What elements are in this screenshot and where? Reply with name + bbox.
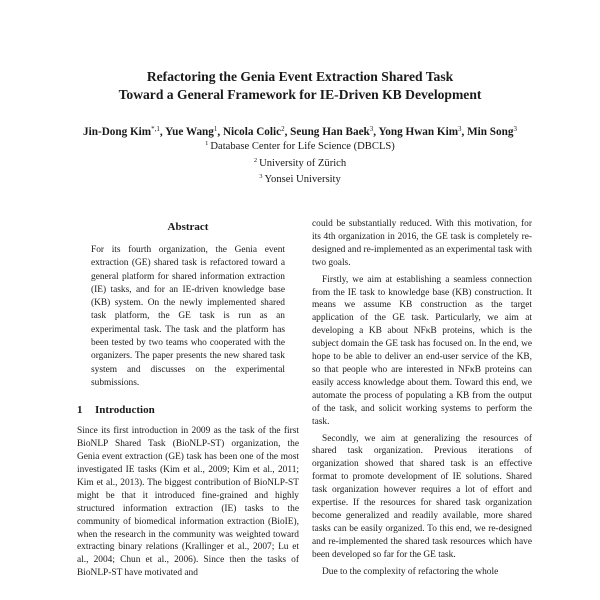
author-mark: 3 [369, 125, 374, 133]
paragraph-third-start: Due to the complexity of refactoring the whole [322, 566, 499, 577]
author-name: Nicola Colic [222, 126, 282, 138]
author-name: Seung Han Baek [290, 126, 370, 138]
author-list: Jin-Dong Kim$^{*,1}$, Yue Wang$^1$, Nicola Colic$^2$, Seung Han Baek$^3$, Yong Hwan Kim$^3$, Min Song$^3$ [83, 125, 517, 138]
affiliation-mark: 2 [253, 156, 258, 164]
affiliation [40, 154, 560, 171]
affiliation [40, 137, 560, 154]
paragraph-firstly: Firstly, we aim at establishing a seamless connection from the IE task to knowledge base (KB) construction. It means we assume KB construction as the target application of the GE task. Particularly, we aim at developing a KB about NFκB proteins, which is the subject domain the GE task has focused on. In the end, we hope to be able to deliver an end-user service of the KB, so that people who are interested in NFκB proteins can easily access knowledge about them. Toward this end, we automate the process of populating a KB from the output of the task, and solicit working systems to perform the task. [312, 274, 532, 427]
author-name: Yong Hwan Kim [378, 126, 459, 138]
affiliation [40, 170, 560, 187]
author-name: Min Song [467, 126, 514, 138]
intro-paragraph: Since its first introduction in 2009 as the task of the first BioNLP Shared Task (BioNLP-ST) organization, the Genia event extraction (GE) task has been one of the most investigated IE tasks (Kim et al., 2009; Kim et al., 2011; Kim et al., 2013). The biggest contribution of BioNLP-ST might be that it introduced fine-grained and highly structured information extraction (IE) tasks to the community of biomedical information extraction (BioIE), when the research in the community was weighted toward extracting binary relations (Krallinger et al., 2007; Lu et al., 2004; Chun et al., 2006). Since then the tasks of BioNLP-ST have motivated and [77, 426, 299, 579]
affiliation-text: Yonsei University [264, 174, 341, 186]
continued-paragraph: could be substantially reduced. With this motivation, for its 4th organization in 2016, the GE task is completely re-designed and re-implemented as an experimental task with two goals. [312, 219, 532, 268]
author-mark: 3 [458, 125, 462, 133]
section-number: 1 [77, 404, 83, 417]
affiliation-text: Database Center for Life Science (DBCLS) [210, 141, 395, 152]
affiliation-mark: 3 [259, 173, 263, 181]
right-column [312, 218, 532, 578]
paper-title [40, 68, 560, 104]
abstract-heading: Abstract [167, 221, 209, 233]
author-mark: 2 [281, 125, 285, 133]
left-column [77, 220, 299, 580]
section-title: Introduction [95, 404, 155, 417]
affiliations [40, 137, 560, 187]
author-name: Jin-Dong Kim [83, 126, 152, 138]
affiliation-mark: 1 [205, 140, 209, 147]
title-line-1: Refactoring the Genia Event Extraction Shared Task [146, 69, 454, 84]
author-mark: 1 [213, 125, 218, 133]
section-heading-introduction [77, 403, 299, 418]
author-mark: 3 [513, 125, 517, 133]
author-mark: *,1 [151, 125, 160, 133]
affiliation-text: University of Zürich [259, 157, 347, 169]
abstract-text: For its fourth organization, the Genia event extraction (GE) shared task is refactored toward a general platform for shared information extraction (IE) tasks, and for an IE-driven knowledge base (KB) system. On the newly implemented shared task platform, the GE task is run as an experimental task. The task and the platform has been tested by two teams who cooperated with the organizers. The paper presents the new shared task system and discusses on the experimental submissions. [91, 245, 285, 388]
title-line-2: Toward a General Framework for IE-Driven KB Development [118, 87, 482, 102]
paragraph-secondly: Secondly, we aim at generalizing the resources of shared task organization. Previous iterations of organization showed that shared task is an effective format to promote development of IE solutions. Shared task organization however requires a lot of effort and expertise. If the resources for shared task organization become generalized and readily available, more shared tasks can be easily organized. To this end, we re-designed and re-implemented the shared task resources which have been developed so far for the GE task. [312, 433, 532, 560]
author-name: Yue Wang [165, 126, 214, 138]
